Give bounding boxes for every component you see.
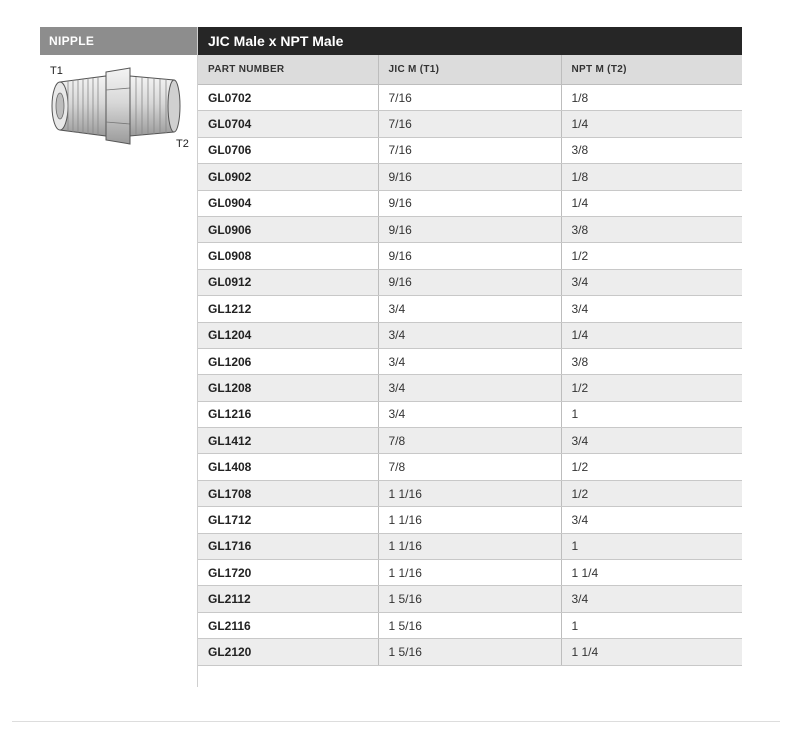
npt-size-cell: 1/2 <box>561 375 742 401</box>
npt-size-cell: 3/8 <box>561 348 742 374</box>
jic-size-cell: 7/16 <box>378 137 561 163</box>
npt-size-cell: 1/8 <box>561 85 742 111</box>
part-number-cell: GL0906 <box>198 216 378 242</box>
part-number-cell: GL1212 <box>198 296 378 322</box>
table-row <box>198 269 742 295</box>
parts-table <box>198 55 742 666</box>
table-row <box>198 533 742 559</box>
label-t1: T1 <box>50 65 63 77</box>
npt-size-cell: 1/2 <box>561 243 742 269</box>
section-label: NIPPLE <box>40 27 197 55</box>
table-row <box>198 348 742 374</box>
npt-size-cell: 3/8 <box>561 137 742 163</box>
table-row <box>198 322 742 348</box>
table-row <box>198 428 742 454</box>
npt-size-cell: 1/4 <box>561 322 742 348</box>
jic-size-cell: 7/8 <box>378 454 561 480</box>
part-number-cell: GL2116 <box>198 612 378 638</box>
column-header-jic: JIC M (T1) <box>378 55 561 85</box>
jic-size-cell: 7/16 <box>378 85 561 111</box>
table-row <box>198 111 742 137</box>
part-number-cell: GL1208 <box>198 375 378 401</box>
part-number-cell: GL1206 <box>198 348 378 374</box>
part-number-cell: GL0706 <box>198 137 378 163</box>
column-header-npt: NPT M (T2) <box>561 55 742 85</box>
table-row <box>198 216 742 242</box>
table-header-row <box>198 55 742 85</box>
part-number-cell: GL0908 <box>198 243 378 269</box>
jic-size-cell: 7/16 <box>378 111 561 137</box>
jic-size-cell: 1 1/16 <box>378 507 561 533</box>
table-row <box>198 243 742 269</box>
npt-size-cell: 3/4 <box>561 296 742 322</box>
table-row <box>198 85 742 111</box>
table-row <box>198 454 742 480</box>
npt-size-cell: 3/8 <box>561 216 742 242</box>
jic-size-cell: 9/16 <box>378 269 561 295</box>
table-row <box>198 639 742 665</box>
table-row <box>198 164 742 190</box>
npt-size-cell: 1/2 <box>561 480 742 506</box>
nipple-fitting-drawing <box>46 60 196 160</box>
jic-size-cell: 1 1/16 <box>378 533 561 559</box>
table-title: JIC Male x NPT Male <box>198 27 742 55</box>
part-number-cell: GL1408 <box>198 454 378 480</box>
table-row <box>198 296 742 322</box>
npt-size-cell: 1/4 <box>561 111 742 137</box>
bottom-divider <box>12 721 780 722</box>
table-row <box>198 507 742 533</box>
npt-size-cell: 1/4 <box>561 190 742 216</box>
jic-size-cell: 9/16 <box>378 164 561 190</box>
npt-size-cell: 1 <box>561 401 742 427</box>
jic-size-cell: 3/4 <box>378 375 561 401</box>
npt-size-cell: 3/4 <box>561 269 742 295</box>
jic-size-cell: 3/4 <box>378 296 561 322</box>
part-number-cell: GL1720 <box>198 560 378 586</box>
part-number-cell: GL1716 <box>198 533 378 559</box>
jic-size-cell: 1 5/16 <box>378 639 561 665</box>
part-number-cell: GL1712 <box>198 507 378 533</box>
npt-size-cell: 1 1/4 <box>561 639 742 665</box>
jic-size-cell: 9/16 <box>378 243 561 269</box>
part-number-cell: GL1204 <box>198 322 378 348</box>
jic-size-cell: 9/16 <box>378 190 561 216</box>
npt-size-cell: 3/4 <box>561 507 742 533</box>
table-row <box>198 401 742 427</box>
jic-size-cell: 1 5/16 <box>378 586 561 612</box>
npt-size-cell: 3/4 <box>561 428 742 454</box>
jic-size-cell: 3/4 <box>378 322 561 348</box>
nipple-fitting-image <box>46 60 196 160</box>
npt-size-cell: 1 <box>561 533 742 559</box>
jic-size-cell: 1 5/16 <box>378 612 561 638</box>
label-t2: T2 <box>176 138 189 150</box>
npt-size-cell: 1/2 <box>561 454 742 480</box>
parts-table-container <box>198 27 742 666</box>
table-row <box>198 560 742 586</box>
part-number-cell: GL2120 <box>198 639 378 665</box>
jic-size-cell: 1 1/16 <box>378 480 561 506</box>
table-body <box>198 85 742 666</box>
part-number-cell: GL0902 <box>198 164 378 190</box>
npt-size-cell: 1/8 <box>561 164 742 190</box>
column-header-part-number: PART NUMBER <box>198 55 378 85</box>
part-number-cell: GL0704 <box>198 111 378 137</box>
jic-size-cell: 7/8 <box>378 428 561 454</box>
table-row <box>198 612 742 638</box>
part-number-cell: GL0702 <box>198 85 378 111</box>
part-number-cell: GL0912 <box>198 269 378 295</box>
table-row <box>198 586 742 612</box>
npt-size-cell: 1 1/4 <box>561 560 742 586</box>
table-row <box>198 137 742 163</box>
table-row <box>198 480 742 506</box>
jic-size-cell: 9/16 <box>378 216 561 242</box>
part-number-cell: GL1412 <box>198 428 378 454</box>
npt-size-cell: 3/4 <box>561 586 742 612</box>
table-row <box>198 190 742 216</box>
part-number-cell: GL0904 <box>198 190 378 216</box>
part-number-cell: GL1708 <box>198 480 378 506</box>
npt-size-cell: 1 <box>561 612 742 638</box>
part-number-cell: GL2112 <box>198 586 378 612</box>
jic-size-cell: 3/4 <box>378 401 561 427</box>
jic-size-cell: 3/4 <box>378 348 561 374</box>
jic-size-cell: 1 1/16 <box>378 560 561 586</box>
part-number-cell: GL1216 <box>198 401 378 427</box>
table-row <box>198 375 742 401</box>
